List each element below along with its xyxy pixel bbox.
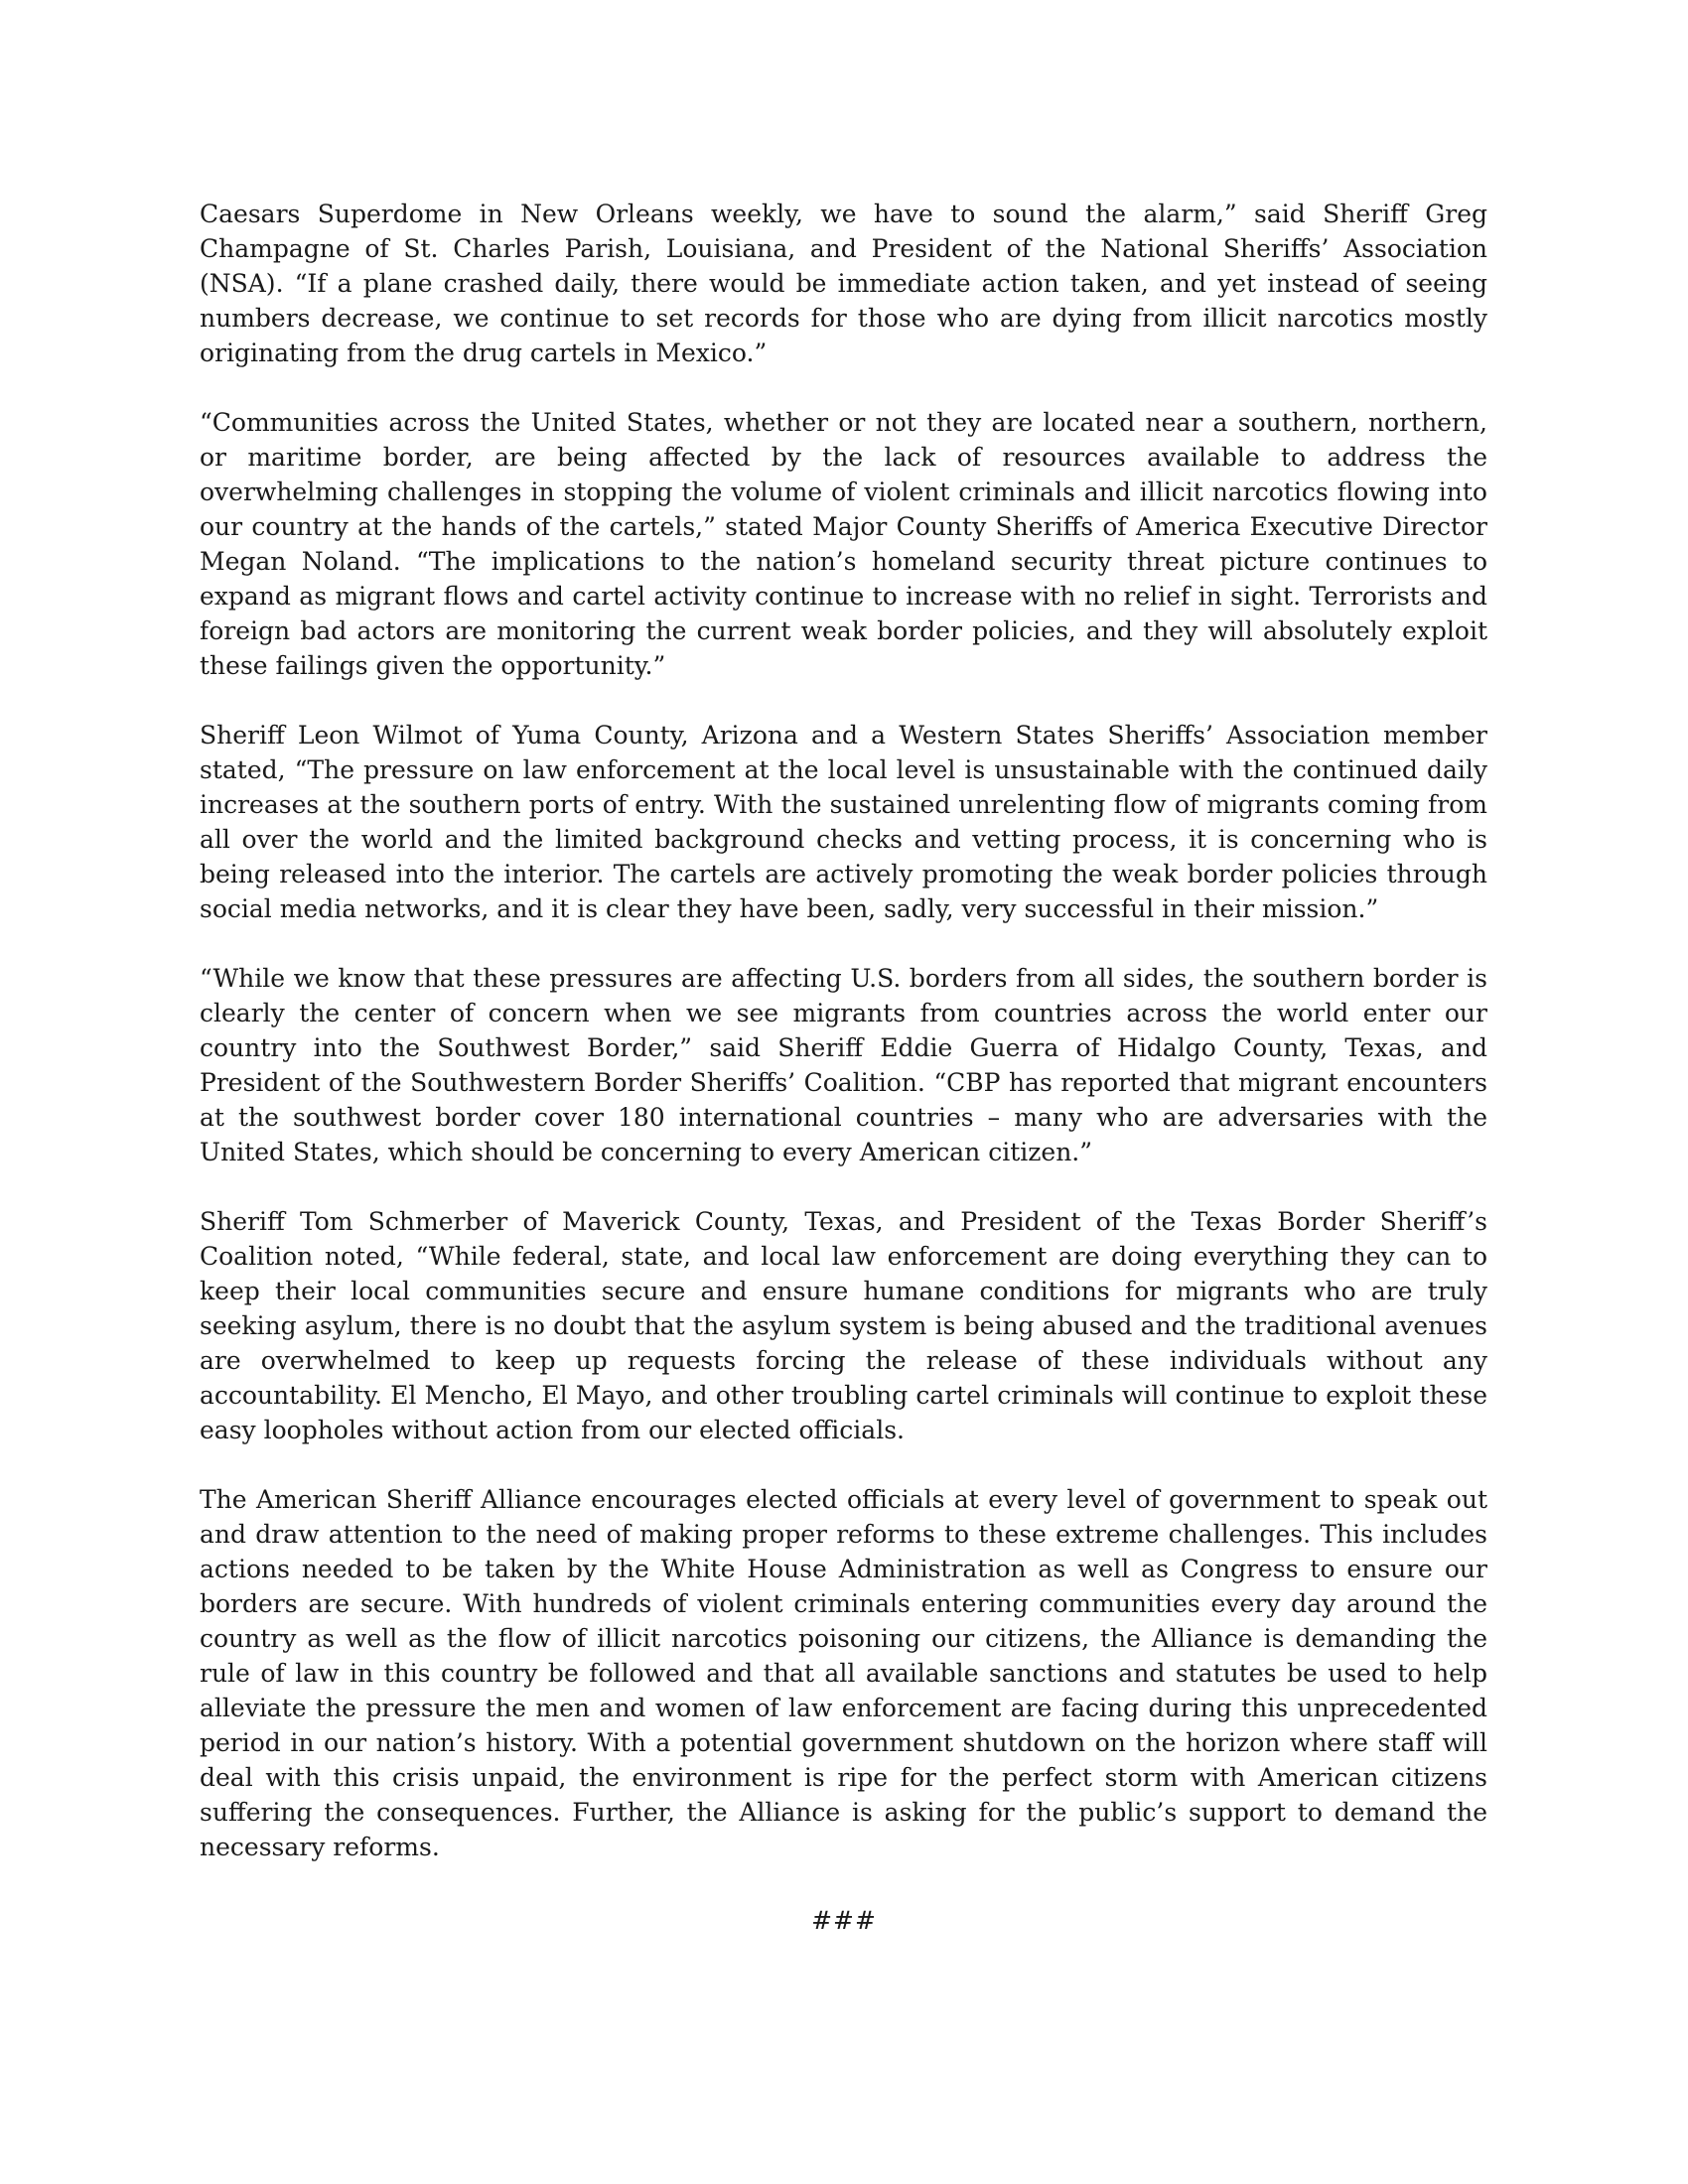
paragraph-wilmot-quote: Sheriff Leon Wilmot of Yuma County, Arizona and a Western States Sheriffs’ Association member stated, “The pressure on law enforcement at the local level is unsustainable with the continued daily increases at the southern ports of entry. With the sustained unrelenting flow of migrants coming from all over the world and the limited background checks and vetting process, it is concerning who is being released into the interior. The cartels are actively promoting the weak border policies through social media networks, and it is clear they have been, sadly, very successful in their mission.” bbox=[200, 721, 1487, 923]
document-body bbox=[200, 197, 1487, 1899]
paragraph-champagne-quote: Caesars Superdome in New Orleans weekly, we have to sound the alarm,” said Sheriff Greg Champagne of St. Charles Parish, Louisiana, and President of the National Sheriffs’ Association (NSA). “If a plane crashed daily, there would be immediate action taken, and yet instead of seeing numbers decrease, we continue to set records for those who are dying from illicit narcotics mostly originating from the drug cartels in Mexico.” bbox=[200, 200, 1487, 367]
paragraph-noland-quote: “Communities across the United States, whether or not they are located near a southern, northern, or maritime border, are being affected by the lack of resources available to address the overwhelming challenges in stopping the volume of violent criminals and illicit narcotics flowing into our country at the hands of the cartels,” stated Major County Sheriffs of America Executive Director Megan Noland. “The implications to the nation’s homeland security threat picture continues to expand as migrant flows and cartel activity continue to increase with no relief in sight. Terrorists and foreign bad actors are monitoring the current weak border policies, and they will absolutely exploit these failings given the opportunity.” bbox=[200, 408, 1487, 680]
paragraph-schmerber-quote: Sheriff Tom Schmerber of Maverick County, Texas, and President of the Texas Border Sheriff’s Coalition noted, “While federal, state, and local law enforcement are doing everything they can to keep their local communities secure and ensure humane conditions for migrants who are truly seeking asylum, there is no doubt that the asylum system is being abused and the traditional avenues are overwhelmed to keep up requests forcing the release of these individuals without any accountability. El Mencho, El Mayo, and other troubling cartel criminals will continue to exploit these easy loopholes without action from our elected officials. bbox=[200, 1207, 1487, 1444]
paragraph-alliance-statement: The American Sheriff Alliance encourages elected officials at every level of government to speak out and draw attention to the need of making proper reforms to these extreme challenges. This includes actions needed to be taken by the White House Administration as well as Congress to ensure our borders are secure. With hundreds of violent criminals entering communities every day around the country as well as the flow of illicit narcotics poisoning our citizens, the Alliance is demanding the rule of law in this country be followed and that all available sanctions and statutes be used to help alleviate the pressure the men and women of law enforcement are facing during this unprecedented period in our nation’s history. With a potential government shutdown on the horizon where staff will deal with this crisis unpaid, the environment is ripe for the perfect storm with American citizens suffering the consequences. Further, the Alliance is asking for the public’s support to demand the necessary reforms. bbox=[200, 1485, 1487, 1861]
end-of-release-mark: ### bbox=[811, 1906, 877, 1935]
paragraph-guerra-quote: “While we know that these pressures are affecting U.S. borders from all sides, the southern border is clearly the center of concern when we see migrants from countries across the world enter our country into the Southwest Border,” said Sheriff Eddie Guerra of Hidalgo County, Texas, and President of the Southwestern Border Sheriffs’ Coalition. “CBP has reported that migrant encounters at the southwest border cover 180 international countries – many who are adversaries with the United States, which should be concerning to every American citizen.” bbox=[200, 964, 1487, 1166]
